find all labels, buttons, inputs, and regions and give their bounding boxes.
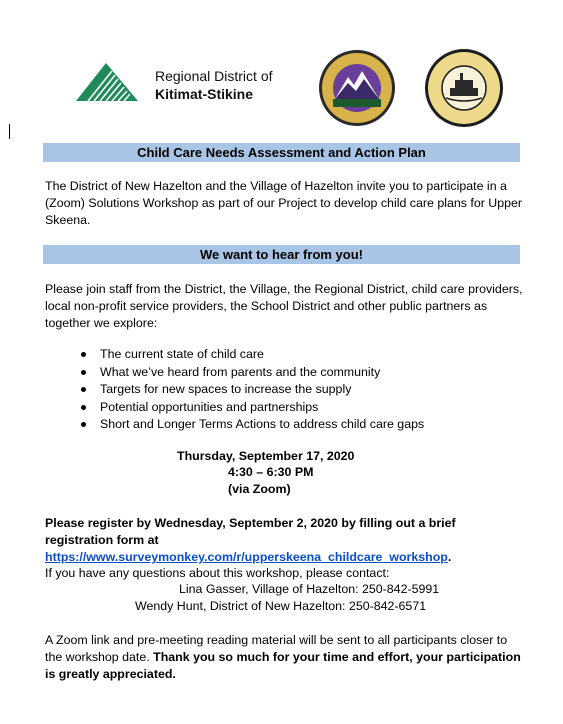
contact-wendy: Wendy Hunt, District of New Hazelton: 250-842-6571 xyxy=(135,599,427,613)
hazelton-bc-seal-icon xyxy=(424,48,504,128)
survey-link[interactable]: https://www.surveymonkey.com/r/upperskeena_childcare_workshop xyxy=(45,550,448,564)
list-item: Short and Longer Terms Actions to address child care gaps xyxy=(79,416,424,434)
join-paragraph: Please join staff from the District, the Village, the Regional District, child care providers, local non-profit service providers, the School District and other public partners as together we explore: xyxy=(45,282,523,330)
new-hazelton-seal-icon xyxy=(318,49,396,127)
register-text: Please register by Wednesday, September 2, 2020 by filling out a brief registration form at xyxy=(45,516,456,547)
questions-text: If you have any questions about this workshop, please contact: xyxy=(45,566,390,580)
title-bar: Child Care Needs Assessment and Action Plan xyxy=(43,143,520,162)
event-date: Thursday, September 17, 2020 xyxy=(177,449,355,463)
intro-paragraph: The District of New Hazelton and the Village of Hazelton invite you to participate in a (Zoom) Solutions Workshop as part of our Project to develop child care plans for Upper Skeena. xyxy=(45,179,523,227)
contact-lina: Lina Gasser, Village of Hazelton: 250-842-5991 xyxy=(179,582,440,596)
rdks-wordmark xyxy=(155,67,273,103)
closing-thanks: Thank you so much for your time and effort, your participation is greatly appreciated. xyxy=(45,650,521,681)
event-time: 4:30 – 6:30 PM xyxy=(228,465,314,479)
list-item: Targets for new spaces to increase the supply xyxy=(79,381,424,399)
rdks-name-line2: Kitimat-Stikine xyxy=(155,86,254,102)
list-item: The current state of child care xyxy=(79,346,424,364)
closing-paragraph xyxy=(45,632,525,683)
closing-text: A Zoom link and pre-meeting reading material will be sent to all participants closer to the workshop date. xyxy=(45,633,508,664)
rdks-name-line1: Regional District of xyxy=(155,68,273,84)
list-item: What we’ve heard from parents and the community xyxy=(79,364,424,382)
register-end: . xyxy=(447,550,452,564)
register-paragraph xyxy=(45,515,525,566)
topics-list xyxy=(79,346,424,434)
text-cursor xyxy=(9,124,10,139)
list-item: Potential opportunities and partnerships xyxy=(79,399,424,417)
subheading-bar: We want to hear from you! xyxy=(43,245,520,264)
event-via: (via Zoom) xyxy=(228,482,291,496)
rdks-logo-icon xyxy=(74,61,140,103)
